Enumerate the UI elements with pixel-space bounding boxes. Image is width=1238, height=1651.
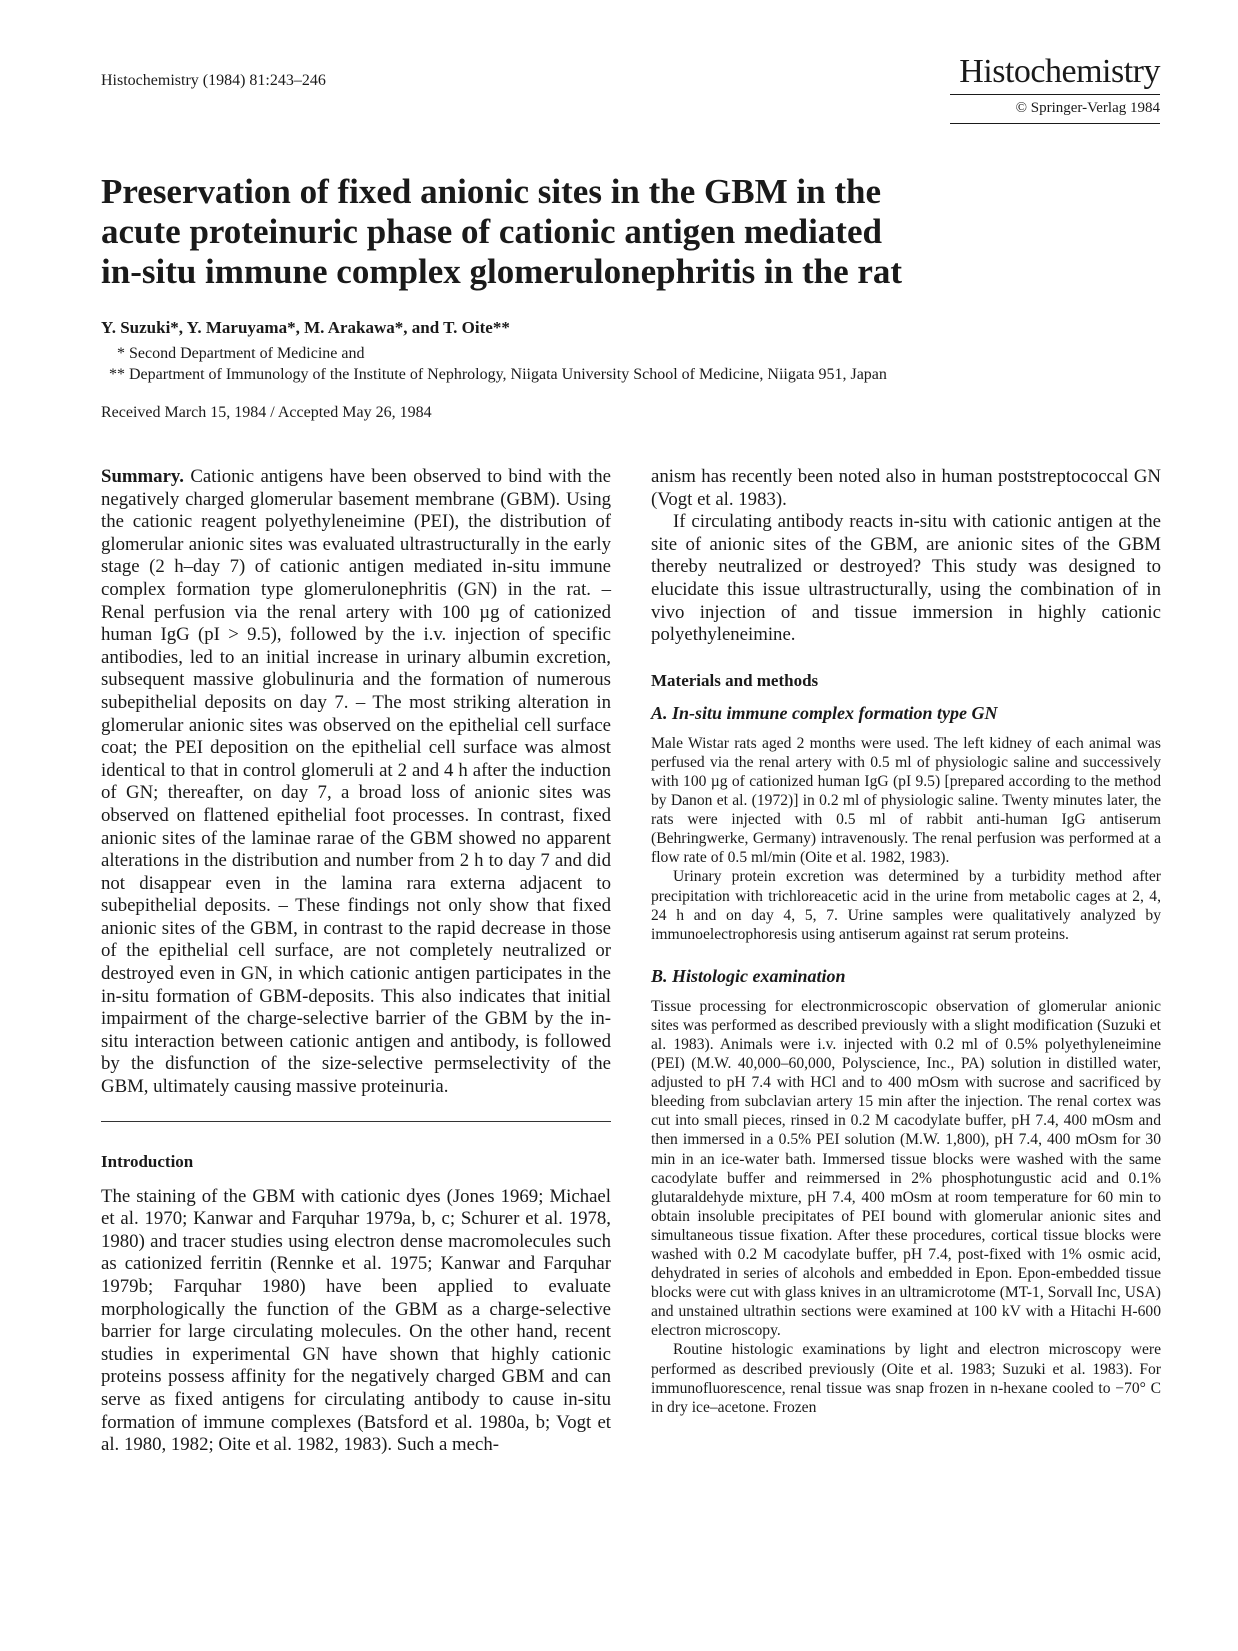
introduction-paragraph: The staining of the GBM with cationic dyes (Jones 1969; Michael et al. 1970; Kanwar and Farquhar 1979a, b, c; Schurer et al. 1978, 1980) and tracer studies using electron dense macromolecules such as cationized ferritin (Rennke et al. 1975; Kanwar and Farquhar 1979b; Farquhar 1980) have been applied to evaluate morphologically the function of the GBM as a charge-selective barrier for large circulating molecules. On the other hand, recent studies in experimental GN have shown that highly cationic proteins possess affinity for the negatively charged GBM and can serve as fixed antigens for circulating antibody to cause in-situ formation of immune complexes (Batsford et al. 1980a, b; Vogt et al. 1980, 1982; Oite et al. 1982, 1983). Such a mech- — [101, 1185, 611, 1456]
affiliation-mark: * — [117, 345, 125, 362]
journal-citation: Histochemistry (1984) 81:243–246 — [101, 72, 326, 89]
masthead-rule-bottom — [950, 123, 1160, 124]
affiliation-mark: ** — [109, 366, 125, 383]
affiliation — [101, 345, 364, 363]
introduction-continued: anism has recently been noted also in human poststreptococcal GN (Vogt et al. 1983). — [651, 466, 1161, 510]
affiliation-text: Department of Immunology of the Institute of Nephrology, Niigata University School of Medicine, Niigata 951, Japan — [129, 366, 887, 383]
title-line: acute proteinuric phase of cationic antigen mediated — [101, 212, 882, 251]
section-a-heading: A. In-situ immune complex formation type GN — [651, 702, 998, 723]
introduction-heading: Introduction — [101, 1151, 194, 1171]
journal-name: Histochemistry — [959, 53, 1160, 90]
received-dates: Received March 15, 1984 / Accepted May 26, 1984 — [101, 404, 432, 421]
section-b-paragraph-1: Tissue processing for electronmicroscopic observation of glomerular anionic sites was performed as described previously with a slight modification (Suzuki et al. 1983). Animals were i.v. injected with 0.2 ml of 0.5% polyethyleneimine (PEI) (M.W. 40,000–60,000, Polyscience, Inc., PA) solution in distilled water, adjusted to pH 7.4 with HCl and to 400 mOsm with sucrose and sacrificed by bleeding from subclavian artery 15 min after the injection. The renal cortex was cut into small pieces, rinsed in 0.2 M cacodylate buffer, pH 7.4, 400 mOsm and then immersed in a 0.5% PEI solution (M.W. 1,800), pH 7.4, 400 mOsm for 30 min in an ice-water bath. Immersed tissue blocks were washed with the same cacodylate buffer and reimmersed in 2% phosphotungustic acid and 0.1% glutaraldehyde mixture, pH 7.4, 400 mOsm at room temperature for 60 min to obtain insoluble precipitates of PEI bound with glomerular anionic sites and simultaneous tissue fixation. After these procedures, cortical tissue blocks were washed with 0.2 M cacodylate buffer, pH 7.4, post-fixed with 1% osmic acid, dehydrated in series of alcohols and embedded in Epon. Epon-embedded tissue blocks were cut with glass knives in an ultramicrotome (MT-1, Sorvall Inc, USA) and unstained ultrathin sections were examined at 100 kV with a Hitachi H-600 electron microscopy. — [651, 997, 1161, 1340]
publisher-copyright: © Springer-Verlag 1984 — [1015, 100, 1160, 116]
summary-paragraph — [101, 466, 611, 1099]
left-column — [101, 466, 611, 1457]
right-column — [651, 466, 1161, 1417]
summary-label: Summary. — [101, 466, 184, 487]
title-line: Preservation of fixed anionic sites in the GBM in the — [101, 172, 881, 211]
section-b-heading: B. Histologic examination — [651, 965, 846, 986]
introduction-paragraph-2: If circulating antibody reacts in-situ with cationic antigen at the site of anionic sites of the GBM, are anionic sites of the GBM thereby neutralized or destroyed? This study was designed to elucidate this issue ultrastructurally, using the combination of in vivo injection of and tissue immersion in highly cationic polyethyleneimine. — [651, 511, 1161, 646]
section-a-paragraph-1: Male Wistar rats aged 2 months were used. The left kidney of each animal was perfused via the renal artery with 0.5 ml of physiologic saline and successively with 100 µg of cationized human IgG (pI 9.5) [prepared according to the method by Danon et al. (1972)] in 0.2 ml of physiologic saline. Twenty minutes later, the rats were injected with 0.5 ml of rabbit anti-human IgG antiserum (Behringwerke, Germany) intravenously. The renal perfusion was performed at a flow rate of 0.5 ml/min (Oite et al. 1982, 1983). — [651, 734, 1161, 867]
author-list: Y. Suzuki*, Y. Maruyama*, M. Arakawa*, and T. Oite** — [101, 318, 510, 337]
masthead-rule-top — [950, 94, 1160, 95]
article-title — [101, 172, 981, 292]
section-b-paragraph-2: Routine histologic examinations by light and electron microscopy were performed as described previously (Oite et al. 1983; Suzuki et al. 1983). For immunofluorescence, renal tissue was snap frozen in n-hexane cooled to −70° C in dry ice–acetone. Frozen — [651, 1341, 1161, 1416]
summary-divider — [101, 1121, 611, 1122]
methods-heading: Materials and methods — [651, 670, 819, 690]
affiliation-text: Second Department of Medicine and — [129, 345, 365, 362]
section-a-paragraph-2: Urinary protein excretion was determined by a turbidity method after precipitation with trichloreacetic acid in the urine from metabolic cages at 2, 4, 24 h and on day 4, 5, 7. Urine samples were qualitatively analyzed by immunoelectrophoresis using antiserum against rat serum proteins. — [651, 868, 1161, 943]
title-line: in-situ immune complex glomerulonephritis in the rat — [101, 252, 903, 291]
journal-masthead — [950, 52, 1160, 124]
summary-text: Cationic antigens have been observed to bind with the negatively charged glomerular basement membrane (GBM). Using the cationic reagent polyethyleneimine (PEI), the distribution of glomerular anionic sites was evaluated ultrastructurally in the early stage (2 h–day 7) of cationic antigen mediated in-situ immune complex formation type glomerulonephritis (GN) in the rat. – Renal perfusion via the renal artery with 100 µg of cationized human IgG (pI > 9.5), followed by the i.v. injection of specific antibodies, led to an initial increase in urinary albumin excretion, subsequent massive globulinuria and the formation of numerous subepithelial deposits on day 7. – The most striking alteration in glomerular anionic sites was observed on the epithelial cell surface coat; the PEI deposition on the epithelial cell surface was almost identical to that in control glomeruli at 2 and 4 h after the induction of GN; thereafter, on day 7, a broad loss of anionic sites was observed on flattened epithelial foot processes. In contrast, fixed anionic sites of the laminae rarae of the GBM showed no apparent alterations in the distribution and number from 2 h to day 7 and did not disappear even in the lamina rara externa adjacent to subepithelial deposits. – These findings not only show that fixed anionic sites of the GBM, in contrast to the rapid decrease in those of the epithelial cell surface, are not completely neutralized or destroyed even in GN, in which cationic antigen participates in the in-situ formation of GBM-deposits. This also indicates that initial impairment of the charge-selective barrier of the GBM by the in-situ interaction between cationic antigen and antibody, is followed by the disfunction of the size-selective permselectivity of the GBM, ultimately causing massive proteinuria. — [101, 466, 611, 1098]
affiliation — [101, 366, 887, 384]
